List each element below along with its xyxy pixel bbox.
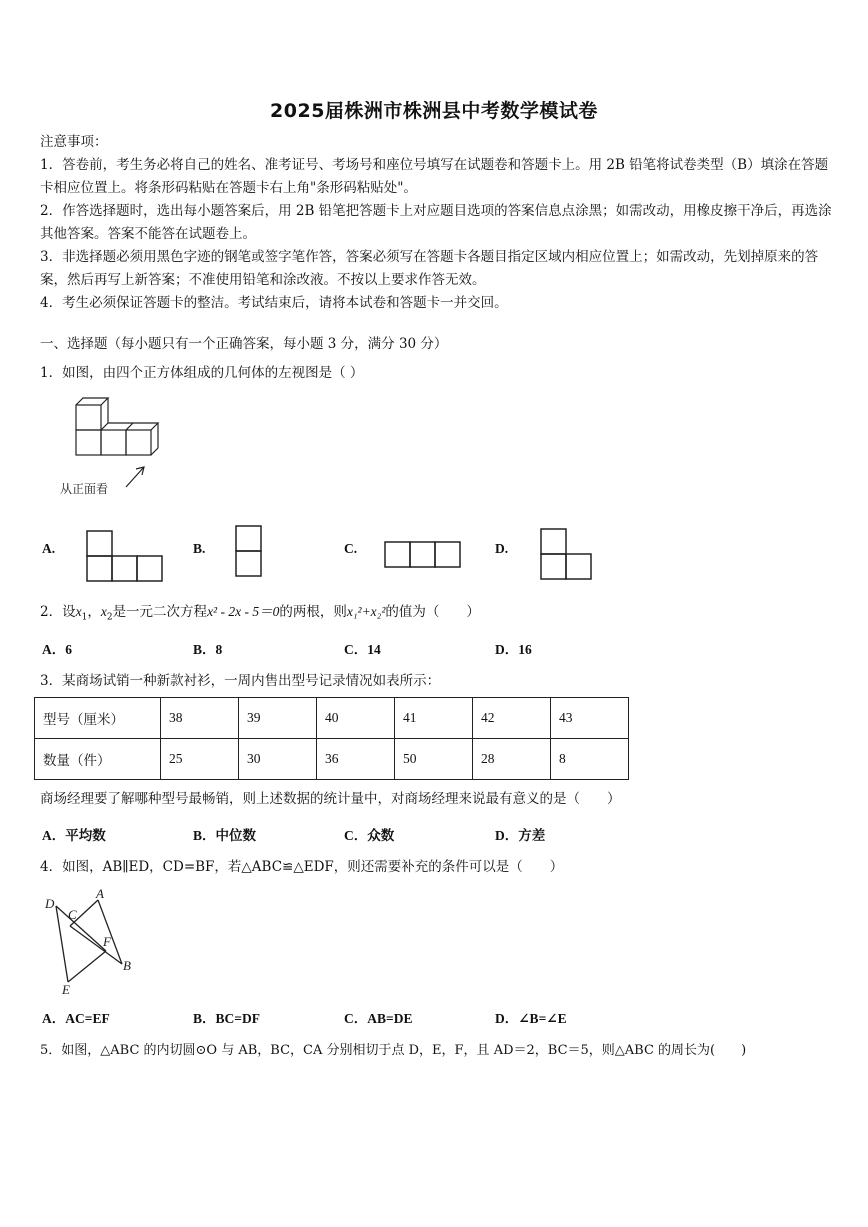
- note-item: 4．考生必须保证答题卡的整洁。考试结束后，请将本试卷和答题卡一并交回。: [40, 295, 508, 311]
- q1-option-b[interactable]: B.: [193, 541, 206, 556]
- q1-option-c-figure: [384, 541, 462, 569]
- table-cell: 25: [161, 739, 239, 780]
- notes-block: [40, 131, 840, 315]
- q2-expression: x₁²+x₂²: [346, 604, 386, 619]
- table-cell: 42: [473, 698, 551, 739]
- q2-suffix: 的值为（ ）: [385, 604, 480, 620]
- q1-caption: 从正面看: [60, 482, 109, 496]
- table-cell: 41: [395, 698, 473, 739]
- table-header-cell: 型号（厘米）: [35, 698, 161, 739]
- q4-option-d[interactable]: D．∠B=∠E: [495, 1011, 567, 1026]
- table-cell: 28: [473, 739, 551, 780]
- page-title: 2025届株洲市株洲县中考数学模试卷: [270, 100, 598, 122]
- table-cell: 36: [317, 739, 395, 780]
- table-cell: 30: [239, 739, 317, 780]
- q3-option-c[interactable]: C．众数: [344, 828, 395, 843]
- q2-option-d[interactable]: D．16: [495, 642, 532, 657]
- q3-option-d[interactable]: D．方差: [495, 828, 546, 843]
- q4-stem: 4．如图，AB∥ED，CD=BF，若△ABC≌△EDF，则还需要补充的条件可以是（ ）: [40, 859, 564, 875]
- table-header-cell: 数量（件）: [35, 739, 161, 780]
- table-cell: 38: [161, 698, 239, 739]
- q4-label-f: F: [103, 934, 111, 949]
- q2-prefix: 2．设: [40, 604, 76, 620]
- q1-option-a[interactable]: A.: [42, 541, 56, 556]
- q2-stem: [40, 600, 480, 630]
- table-row: [35, 698, 629, 739]
- q1-option-c[interactable]: C.: [344, 541, 358, 556]
- q4-label-b: B: [123, 958, 131, 973]
- table-cell: 39: [239, 698, 317, 739]
- table-cell: 8: [551, 739, 629, 780]
- q2-option-b[interactable]: B．8: [193, 642, 223, 657]
- q2-mid: 是一元二次方程: [112, 604, 208, 620]
- notes-heading: 注意事项：: [40, 134, 108, 150]
- table-cell: 50: [395, 739, 473, 780]
- section-heading: 一、选择题（每小题只有一个正确答案，每小题 3 分，满分 30 分）: [40, 336, 448, 352]
- q2-sub1: 1: [81, 612, 88, 623]
- q3-option-a[interactable]: A．平均数: [42, 828, 106, 843]
- note-item: 1．答卷前，考生务必将自己的姓名、准考证号、考场号和座位号填写在试题卷和答题卡上。用 2B 铅笔将试卷类型（B）填涂在答题卡相应位置上。将条形码粘贴在答题卡右上角"条形码粘贴处"。: [40, 157, 829, 196]
- q1-solid-figure: [56, 395, 168, 499]
- table-row: [35, 739, 629, 780]
- q1-stem: 1．如图，由四个正方体组成的几何体的左视图是（ ）: [40, 365, 364, 381]
- q1-option-d-figure: [540, 528, 594, 581]
- q3-option-b[interactable]: B．中位数: [193, 828, 257, 843]
- q4-option-c[interactable]: C．AB=DE: [344, 1011, 413, 1026]
- q4-label-d: D: [45, 896, 55, 911]
- q2-sub2: 2: [106, 612, 113, 623]
- table-cell: 43: [551, 698, 629, 739]
- q4-label-a: A: [96, 886, 104, 901]
- q2-option-c[interactable]: C．14: [344, 642, 381, 657]
- q3-question: 商场经理要了解哪种型号最畅销，则上述数据的统计量中，对商场经理来说最有意义的是（ ）: [40, 791, 621, 807]
- q2-mid2: 的两根，则: [279, 604, 347, 620]
- q1-option-d[interactable]: D.: [495, 541, 509, 556]
- q4-option-a[interactable]: A．AC=EF: [42, 1011, 110, 1026]
- q2-var1: x: [75, 604, 82, 619]
- q1-option-b-figure: [235, 525, 263, 577]
- q4-label-c: C: [68, 907, 77, 922]
- q4-label-e: E: [62, 982, 70, 997]
- q2-var2: x: [100, 604, 107, 619]
- q4-triangle-figure: [40, 886, 140, 998]
- q1-option-a-figure: [86, 530, 164, 582]
- q5-stem: 5．如图，△ABC 的内切圆⊙O 与 AB，BC，CA 分别相切于点 D，E，F，且 AD＝2，BC＝5，则△ABC 的周长为( ): [40, 1043, 747, 1058]
- note-item: 3．非选择题必须用黑色字迹的钢笔或签字笔作答，答案必须写在答题卡各题目指定区域内相应位置上；如需改动，先划掉原来的答案，然后再写上新答案；不准使用铅笔和涂改液。不按以上要求作答无效。: [40, 249, 819, 288]
- q2-option-a[interactable]: A．6: [42, 642, 72, 657]
- q4-option-b[interactable]: B．BC=DF: [193, 1011, 260, 1026]
- table-cell: 40: [317, 698, 395, 739]
- note-item: 2．作答选择题时，选出每小题答案后，用 2B 铅笔把答题卡上对应题目选项的答案信息点涂黑；如需改动，用橡皮擦干净后，再选涂其他答案。答案不能答在试题卷上。: [40, 203, 832, 242]
- q3-size-table: [34, 697, 629, 780]
- q2-equation: x² - 2x - 5＝0: [207, 604, 280, 619]
- q2-sep: ，: [87, 604, 101, 620]
- q3-stem: 3．某商场试销一种新款衬衫，一周内售出型号记录情况如表所示：: [40, 673, 441, 689]
